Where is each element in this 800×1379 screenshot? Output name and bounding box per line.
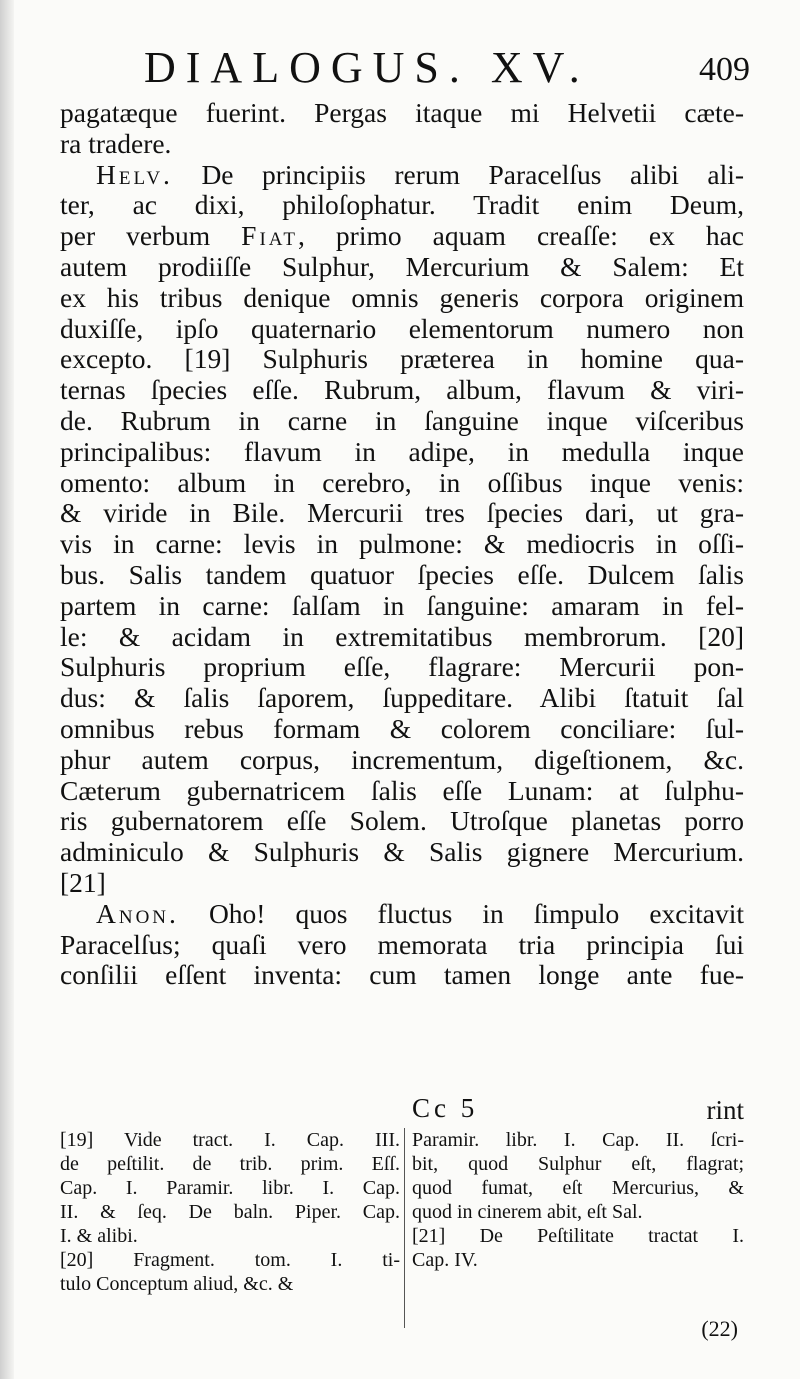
footnote-line: tulo Conceptum aliud, &c. &: [60, 1273, 294, 1295]
text-line: pagatæque fuerint. Pergas itaque mi Helvetii cæte-: [60, 97, 744, 128]
text-line: excepto. [19] Sulphuris præterea in homine qua-: [60, 343, 744, 375]
footnote-line: Cap. IV.: [412, 1249, 478, 1271]
catchword: rint: [706, 1095, 744, 1125]
text-line: omento: album in cerebro, in oſſibus inque venis:: [60, 466, 744, 498]
text-fragment: per verbum: [60, 220, 211, 252]
text-line: ra tradere.: [60, 127, 172, 159]
text-line: de. Rubrum in carne in ſanguine inque viſceribus: [60, 404, 744, 436]
page-number: 409: [699, 51, 750, 88]
footer-mark: (22): [701, 1316, 738, 1341]
footnotes-left: [60, 1128, 400, 1296]
footnote-line: [21] De Peſtilitate tractat I.: [412, 1225, 744, 1247]
text-fragment: Oho! quos fluctus in ſimpulo excitavit: [208, 897, 745, 929]
footnote-line: II. & ſeq. De baln. Piper. Cap.: [60, 1201, 400, 1223]
text-line: duxiſſe, ipſo quaternario elementorum numero non: [60, 312, 744, 344]
footnote-line: I. & alibi.: [60, 1225, 138, 1247]
footnote-line: [20] Fragment. tom. I. ti-: [60, 1249, 400, 1271]
footnote-line: Cap. I. Paramir. libr. I. Cap.: [60, 1177, 400, 1199]
page-header: [60, 38, 750, 98]
text-line: conſilii eſſent inventa: cum tamen longe ante fue-: [60, 959, 744, 991]
running-title: DIALOGUS. XV.: [144, 43, 590, 92]
speaker-helv: Helv.: [96, 158, 173, 190]
text-fragment: De principiis rerum Paracelſus alibi ali-: [201, 158, 745, 190]
footnotes-right: [412, 1128, 744, 1272]
text-fragment: , primo aquam creaſſe: ex hac: [298, 220, 745, 252]
footnote-line: bit, quod Sulphur eſt, flagrat;: [412, 1153, 744, 1175]
text-line: adminiculo & Sulphuris & Salis gignere Mercurium.: [60, 836, 744, 868]
text-line: vis in carne: levis in pulmone: & mediocris in oſſi-: [60, 528, 744, 560]
text-line: phur autem corpus, incrementum, digeſtionem, &c.: [60, 743, 744, 775]
text-line: Sulphuris proprium eſſe, flagrare: Mercurii pon-: [60, 651, 744, 683]
text-line: autem prodiiſſe Sulphur, Mercurium & Salem: Et: [60, 250, 744, 282]
main-text: [60, 98, 744, 991]
text-line: & viride in Bile. Mercurii tres ſpecies dari, ut gra-: [60, 497, 744, 529]
footnote-line: Paramir. libr. I. Cap. II. ſcri-: [412, 1129, 744, 1151]
text-line: omnibus rebus formam & colorem conciliare: ſul-: [60, 712, 744, 744]
text-line: ternas ſpecies eſſe. Rubrum, album, flavum & viri-: [60, 374, 744, 406]
text-line: ris gubernatorem eſſe Solem. Utroſque planetas porro: [60, 805, 744, 837]
text-line: [60, 899, 744, 930]
footnote-line: quod fumat, eſt Mercurius, &: [412, 1177, 744, 1199]
page-edge-shadow: [0, 0, 14, 1379]
footnote-line: quod in cinerem abit, eſt Sal.: [412, 1201, 643, 1223]
text-line: principalibus: flavum in adipe, in medulla inque: [60, 435, 744, 467]
signature-row: [60, 1093, 744, 1125]
text-line: Cæterum gubernatricem ſalis eſſe Lunam: at ſulphu-: [60, 774, 744, 806]
footnote-line: de peſtilit. de trib. prim. Eſſ.: [60, 1153, 400, 1175]
word-fiat: Fiat: [241, 220, 299, 252]
footnote-line: [19] Vide tract. I. Cap. III.: [60, 1129, 400, 1151]
signature-mark: Cc 5: [412, 1093, 479, 1123]
text-line: [60, 160, 744, 191]
text-line: [21]: [60, 866, 106, 898]
text-line: le: & acidam in extremitatibus membrorum. [20]: [60, 620, 744, 652]
text-line: ex his tribus denique omnis generis corpora originem: [60, 281, 744, 313]
text-line: bus. Salis tandem quatuor ſpecies eſſe. Dulcem ſalis: [60, 558, 744, 590]
footnote-divider: [404, 1128, 405, 1328]
text-line: [60, 221, 744, 252]
text-line: ter, ac dixi, philoſophatur. Tradit enim Deum,: [60, 189, 744, 221]
speaker-anon: Anon.: [96, 897, 179, 929]
text-line: dus: & ſalis ſaporem, ſuppeditare. Alibi ſtatuit ſal: [60, 682, 744, 714]
text-line: Paracelſus; quaſi vero memorata tria principia ſui: [60, 928, 744, 960]
text-line: partem in carne: ſalſam in ſanguine: amaram in fel-: [60, 589, 744, 621]
